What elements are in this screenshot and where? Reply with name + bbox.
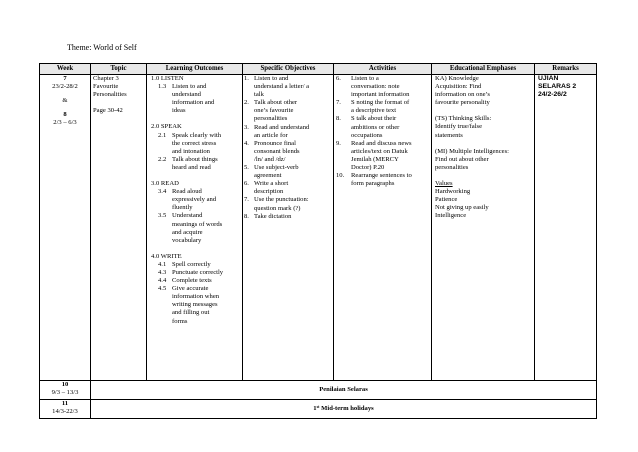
educational-emphases-cell: [432, 75, 535, 381]
activity-item: 9. Read and discuss news articles/text on Datuk Jemilah (MERCY Doctor) P.20: [336, 139, 412, 172]
week-cell: [40, 381, 91, 400]
outcome-item: 4.3 Punctuate correctly: [158, 268, 224, 276]
week-cell: [40, 75, 91, 381]
week-dates-2: 2/3 – 6/3: [53, 119, 77, 127]
outcome-heading: 3.0 READ: [151, 180, 179, 188]
topic-line: Favourite: [93, 83, 119, 91]
remark-line: SELARAS 2: [538, 83, 577, 91]
specific-objectives-cell: [243, 75, 334, 381]
outcome-heading: 4.0 WRITE: [151, 252, 182, 260]
objective-item: 4. Pronounce final consonant blends /ln/ and /dz/: [244, 139, 300, 163]
outcome-item: 3.4 Read aloud expressively and fluently: [158, 188, 217, 212]
topic-line: Chapter 3: [93, 75, 119, 82]
week-ampersand: &: [62, 97, 68, 105]
objective-item: 3. Read and understand an article for: [244, 123, 310, 139]
theme-label: Theme: World of Self: [67, 43, 137, 52]
objective-item: 5. Use subject-verb agreement: [244, 164, 299, 180]
objective-item: 8. Take dictation: [244, 212, 292, 220]
header-specific-objectives: Specific Objectives: [243, 64, 334, 75]
outcome-item: 1.3 Listen to and understand information and ideas: [158, 83, 215, 115]
activity-item: 7. S noting the format of a descriptive text: [336, 99, 410, 115]
outcome-item: 2.2 Talk about things heard and read: [158, 155, 218, 171]
week-dates: 14/3-22/3: [52, 408, 78, 416]
lesson-plan-table: [39, 63, 597, 419]
header-week: Week: [40, 64, 91, 75]
week-number: 7: [63, 75, 67, 82]
week-cell: [40, 400, 91, 419]
outcome-item: 4.1 Spell correctly: [158, 260, 211, 268]
emphasis-knowledge: KA) Knowledge Acquisition: Find information on one’s favourite personality: [435, 75, 490, 107]
table-row-week-7-8: [40, 75, 597, 381]
outcome-item: 4.4 Complete texts: [158, 277, 212, 285]
header-educational-emphases: Educational Emphases: [432, 64, 535, 75]
header-topic: Topic: [91, 64, 147, 75]
topic-page: Page 30-42: [93, 107, 123, 115]
objective-item: 6. Write a short description: [244, 180, 289, 196]
outcome-heading: 2.0 SPEAK: [151, 123, 182, 131]
week-dates: 9/3 – 13/3: [51, 389, 79, 397]
objective-item: 2. Talk about other one’s favourite personalities: [244, 99, 298, 123]
activity-item: 6. Listen to a conversation: note important information: [336, 75, 410, 99]
emphasis-thinking-skills: (TS) Thinking Skills: Identify true/false statements: [435, 115, 492, 139]
table-row-week-11: [40, 400, 597, 419]
outcome-heading: 1.0 LISTEN: [151, 75, 184, 82]
remark-line: UJIAN: [538, 75, 559, 82]
table-row-week-10: [40, 381, 597, 400]
remarks-cell: [535, 75, 597, 381]
objective-item: 1. Listen to and understand a letter/ a talk: [244, 75, 310, 99]
values-title: Values: [435, 179, 453, 187]
topic-cell: [91, 75, 147, 381]
header-row: [40, 64, 597, 75]
activity-item: 8. S talk about their ambitions or other occupations: [336, 115, 400, 139]
header-remarks: Remarks: [535, 64, 597, 75]
header-activities: Activities: [334, 64, 432, 75]
week-number: 10: [61, 381, 69, 388]
emphasis-multiple-intelligences: (MI) Multiple Intelligences: Find out about other personalities: [435, 147, 509, 171]
holiday-note: 1st Mid-term holidays: [91, 400, 597, 419]
outcome-item: 4.5 Give accurate information when writing messages and filling out forms: [158, 285, 220, 325]
week-number-2: 8: [63, 111, 67, 119]
week-number: 11: [61, 400, 69, 407]
topic-line: Personalities: [93, 91, 127, 99]
activities-cell: [334, 75, 432, 381]
remark-line: 24/2-26/2: [538, 91, 567, 99]
values-list: Hardworking Patience Not giving up easily Intelligence: [435, 188, 489, 220]
assessment-note: Penilaian Selaras: [91, 381, 597, 400]
header-learning-outcomes: Learning Outcomes: [147, 64, 243, 75]
outcome-item: 2.1 Speak clearly with the correct stress and intonation: [158, 131, 222, 155]
activity-item: 10. Rearrange sentences to form paragraphs: [336, 172, 412, 188]
learning-outcomes-cell: [147, 75, 243, 381]
week-dates: 23/2-28/2: [52, 83, 78, 91]
objective-item: 7. Use the punctuation: question mark (?): [244, 196, 309, 212]
outcome-item: 3.5 Understand meanings of words and acquire vocabulary: [158, 212, 223, 244]
